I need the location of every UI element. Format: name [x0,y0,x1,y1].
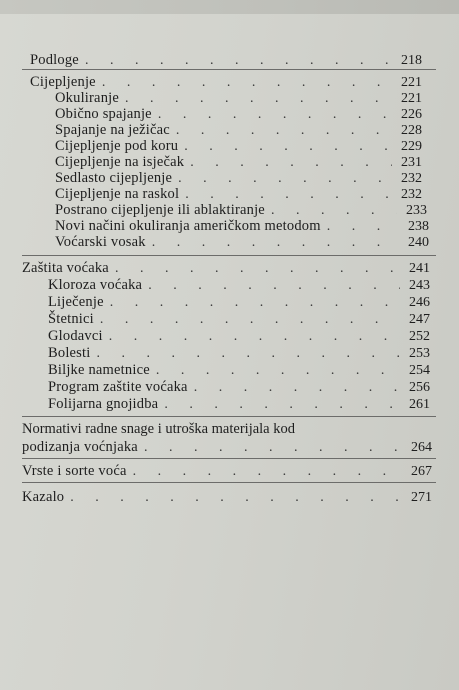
toc-subentry-label: Spajanje na ježičac [55,122,170,138]
toc-subentry [55,234,429,250]
toc-subentry-page: 247 [409,312,430,327]
toc-subentry [48,379,430,395]
dot-leader [271,203,397,219]
toc-subentry-label: Bolesti [48,345,91,361]
toc-entry-page: 271 [411,490,432,505]
toc-entry-vrste [22,463,432,479]
dot-leader [100,312,400,328]
toc-subentry [55,106,422,122]
toc-subentry-page: 256 [409,380,430,395]
toc-subentry-page: 254 [409,363,430,378]
section-divider [22,482,436,483]
dot-leader [70,490,402,506]
toc-subentry-page: 221 [401,91,422,106]
dot-leader [144,440,402,456]
toc-subentry [48,311,430,327]
toc-entry-label: Zaštita voćaka [22,260,109,276]
toc-subentry [55,202,427,218]
toc-subentry-label: Folijarna gnojidba [48,396,159,412]
toc-entry-page: 264 [411,440,432,455]
toc-entry-page: 218 [401,53,422,68]
toc-subentry [55,122,422,138]
toc-subentry-label: Liječenje [48,294,104,310]
dot-leader [327,219,399,235]
toc-subentry-page: 232 [401,171,422,186]
toc-subentry [48,328,430,344]
dot-leader [133,464,402,480]
toc-subentry-label: Cijepljenje pod koru [55,138,179,154]
toc-subentry-page: 232 [401,187,422,202]
toc-entry-page: 221 [401,75,422,90]
dot-leader [110,295,400,311]
dot-leader [125,91,392,107]
toc-subentry-label: Cijepljenje na isječak [55,154,185,170]
toc-entry-normativi [22,439,432,455]
toc-subentry-label: Sedlasto cijepljenje [55,170,173,186]
dot-leader [184,139,392,155]
toc-subentry-label: Cijepljenje na raskol [55,186,180,202]
toc-subentry [48,362,430,378]
toc-subentry-page: 243 [409,278,430,293]
toc-subentry-page: 246 [409,295,430,310]
toc-entry-normativi-line1: Normativi radne snage i utroška materijala kod [22,421,295,437]
toc-subentry-label: Novi načini okuliranja američkom metodom [55,218,321,234]
section-divider [22,255,436,256]
toc-subentry-page: 238 [408,219,429,234]
toc-subentry [55,90,422,106]
dot-leader [109,329,400,345]
dot-leader [152,235,399,251]
toc-subentry-label: Program zaštite voćaka [48,379,188,395]
toc-subentry [55,218,429,234]
top-shadow-band [0,0,459,14]
toc-subentry-page: 228 [401,123,422,138]
dot-leader [102,75,392,91]
toc-subentry-page: 229 [401,139,422,154]
dot-leader [85,53,392,69]
toc-subentry-label: Kloroza voćaka [48,277,143,293]
toc-subentry-page: 240 [408,235,429,250]
toc-entry-podloge [30,52,422,68]
toc-subentry-label: Voćarski vosak [55,234,146,250]
toc-subentry [48,345,430,361]
dot-leader [115,261,400,277]
toc-entry-label: Kazalo [22,489,65,505]
toc-subentry-page: 261 [409,397,430,412]
toc-subentry-page: 253 [409,346,430,361]
toc-entry-label: Cijepljenje [30,74,96,90]
toc-subentry [48,277,430,293]
toc-subentry-label: Postrano cijepljenje ili ablaktiranje [55,202,265,218]
dot-leader [164,397,400,413]
toc-subentry-page: 233 [406,203,427,218]
dot-leader [156,363,400,379]
dot-leader [158,107,392,123]
toc-subentry-label: Biljke nametnice [48,362,150,378]
toc-subentry-page: 226 [401,107,422,122]
toc-entry-label: Podloge [30,52,79,68]
toc-subentry-label: Okuliranje [55,90,120,106]
dot-leader [148,278,400,294]
toc-entry-label: Vrste i sorte voća [22,463,127,479]
dot-leader [190,155,392,171]
section-divider [22,416,436,417]
toc-subentry-label: Obično spajanje [55,106,152,122]
dot-leader [194,380,400,396]
dot-leader [178,171,392,187]
toc-subentry [55,186,422,202]
toc-subentry [55,154,422,170]
toc-subentry [55,170,422,186]
toc-entry-kazalo [22,489,432,505]
toc-subentry-page: 252 [409,329,430,344]
dot-leader [185,187,392,203]
toc-entry-cijepljenje [30,74,422,90]
toc-subentry [48,396,430,412]
toc-entry-zastita [22,260,430,276]
toc-subentry [48,294,430,310]
toc-entry-page: 267 [411,464,432,479]
section-divider [22,458,436,459]
section-divider [22,69,436,70]
toc-subentry-label: Glodavci [48,328,103,344]
toc-entry-label: podizanja voćnjaka [22,439,138,455]
toc-subentry-page: 231 [401,155,422,170]
toc-subentry-label: Štetnici [48,311,94,327]
dot-leader [97,346,401,362]
dot-leader [176,123,392,139]
toc-entry-page: 241 [409,261,430,276]
toc-subentry [55,138,422,154]
